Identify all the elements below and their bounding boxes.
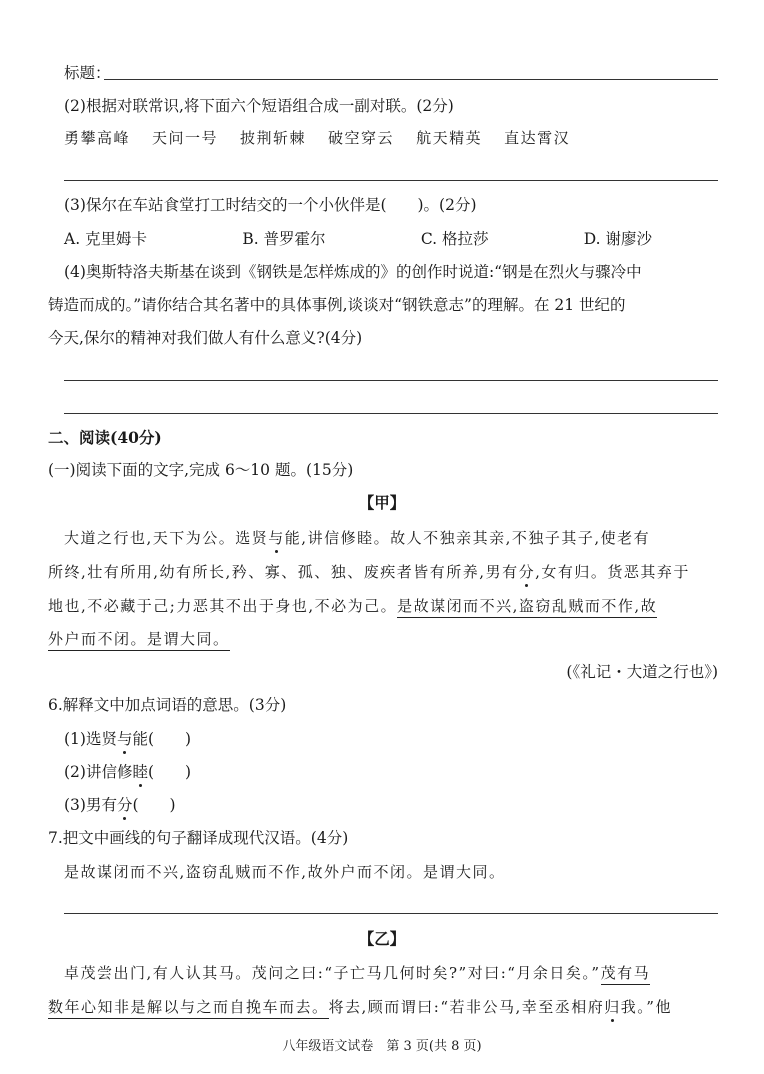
q3-prompt: (3)保尔在车站食堂打工时结交的一个小伙伴是( )。(2分) (64, 196, 477, 214)
q4-answer-line-1 (64, 380, 718, 381)
q2-phrase: 披荆斩棘 (240, 129, 307, 147)
passage-yi-line-2: 数年心知非是解以与之而自挽车而去。将去,顾而谓曰:“若非公马,幸至丞相府归我。”他 (48, 997, 672, 1017)
q7-answer-line (64, 913, 718, 914)
page-footer: 八年级语文试卷 第 3 页(共 8 页) (282, 1039, 482, 1054)
q2-phrase: 航天精英 (416, 129, 483, 147)
q7-sentence: 是故谋闭而不兴,盗窃乱贼而不作,故外户而不闭。是谓大同。 (64, 863, 506, 881)
passage-jia-line-4 (48, 629, 230, 649)
emphasis-dot-char: 归 (604, 998, 621, 1016)
q3-options (64, 229, 652, 249)
q4-line-1: (4)奥斯特洛夫斯基在谈到《钢铁是怎样炼成的》的创作时说道:“钢是在烈火与骤冷中 (64, 263, 642, 281)
q6-item-1: (1)选贤与能( ) (64, 730, 192, 748)
passage-jia-source: (《礼记・大道之行也》) (566, 663, 718, 681)
q4-line-2: 铸造而成的。”请你结合其名著中的具体事例,谈谈对“钢铁意志”的理解。在 21 世纪的 (48, 296, 626, 314)
passage-jia-line-1: 大道之行也,天下为公。选贤与能,讲信修睦。故人不独亲其亲,不独子其子,使老有 (64, 529, 651, 547)
passage-jia-line-3: 地也,不必藏于己;力恶其不出于身也,不必为己。是故谋闭而不兴,盗窃乱贼而不作,故 (48, 596, 657, 616)
q4-line-3: 今天,保尔的精神对我们做人有什么意义?(4分) (48, 329, 363, 347)
emphasis-dot-char: 睦 (132, 763, 148, 781)
underlined-sentence: 是故谋闭而不兴,盗窃乱贼而不作,故 (397, 597, 657, 618)
q2-phrase-list (64, 128, 570, 148)
underlined-sentence: 数年心知非是解以与之而自挽车而去。 (48, 998, 329, 1019)
title-label: 标题： (64, 64, 111, 82)
q2-phrase: 直达霄汉 (504, 129, 571, 147)
q4-answer-line-2 (64, 413, 718, 414)
section-heading: 二、阅读(40分) (48, 428, 162, 447)
q2-answer-line (64, 180, 718, 181)
q3-option-c: C. 格拉莎 (420, 230, 489, 248)
emphasis-dot-char: 分 (116, 796, 133, 814)
passage-jia-title: 【甲】 (358, 493, 406, 512)
underlined-sentence: 茂有马 (601, 964, 651, 985)
section-subheading: (一)阅读下面的文字,完成 6～10 题。(15分) (48, 461, 354, 479)
q3-option-b: B. 普罗霍尔 (242, 230, 326, 248)
q3-option-d: D. 谢廖沙 (583, 230, 652, 248)
emphasis-dot-char: 与 (116, 730, 133, 748)
q7-prompt: 7.把文中画线的句子翻译成现代汉语。(4分) (48, 829, 349, 847)
passage-jia-line-2: 所终,壮有所用,幼有所长,矜、寡、孤、独、废疾者皆有所养,男有分,女有归。货恶其弃于 (48, 563, 690, 581)
q2-phrase: 破空穿云 (328, 129, 395, 147)
q2-phrase: 勇攀高峰 (64, 129, 131, 147)
q2-prompt: (2)根据对联常识,将下面六个短语组合成一副对联。(2分) (64, 97, 454, 115)
q6-item-2: (2)讲信修睦( ) (64, 763, 192, 781)
q3-option-a: A. 克里姆卡 (64, 230, 148, 248)
emphasis-dot-char: 分 (518, 563, 536, 581)
passage-yi-title: 【乙】 (358, 929, 406, 948)
passage-yi-line-1: 卓茂尝出门,有人认其马。茂问之曰:“子亡马几何时矣?”对曰:“月余日矣。”茂有马 (64, 963, 650, 983)
q6-item-3: (3)男有分( ) (64, 796, 176, 814)
q2-phrase: 天问一号 (152, 129, 219, 147)
underlined-sentence: 外户而不闭。是谓大同。 (48, 630, 230, 651)
title-answer-line (104, 79, 718, 80)
emphasis-dot-char: 与 (268, 529, 285, 547)
q6-prompt: 6.解释文中加点词语的意思。(3分) (48, 696, 287, 714)
